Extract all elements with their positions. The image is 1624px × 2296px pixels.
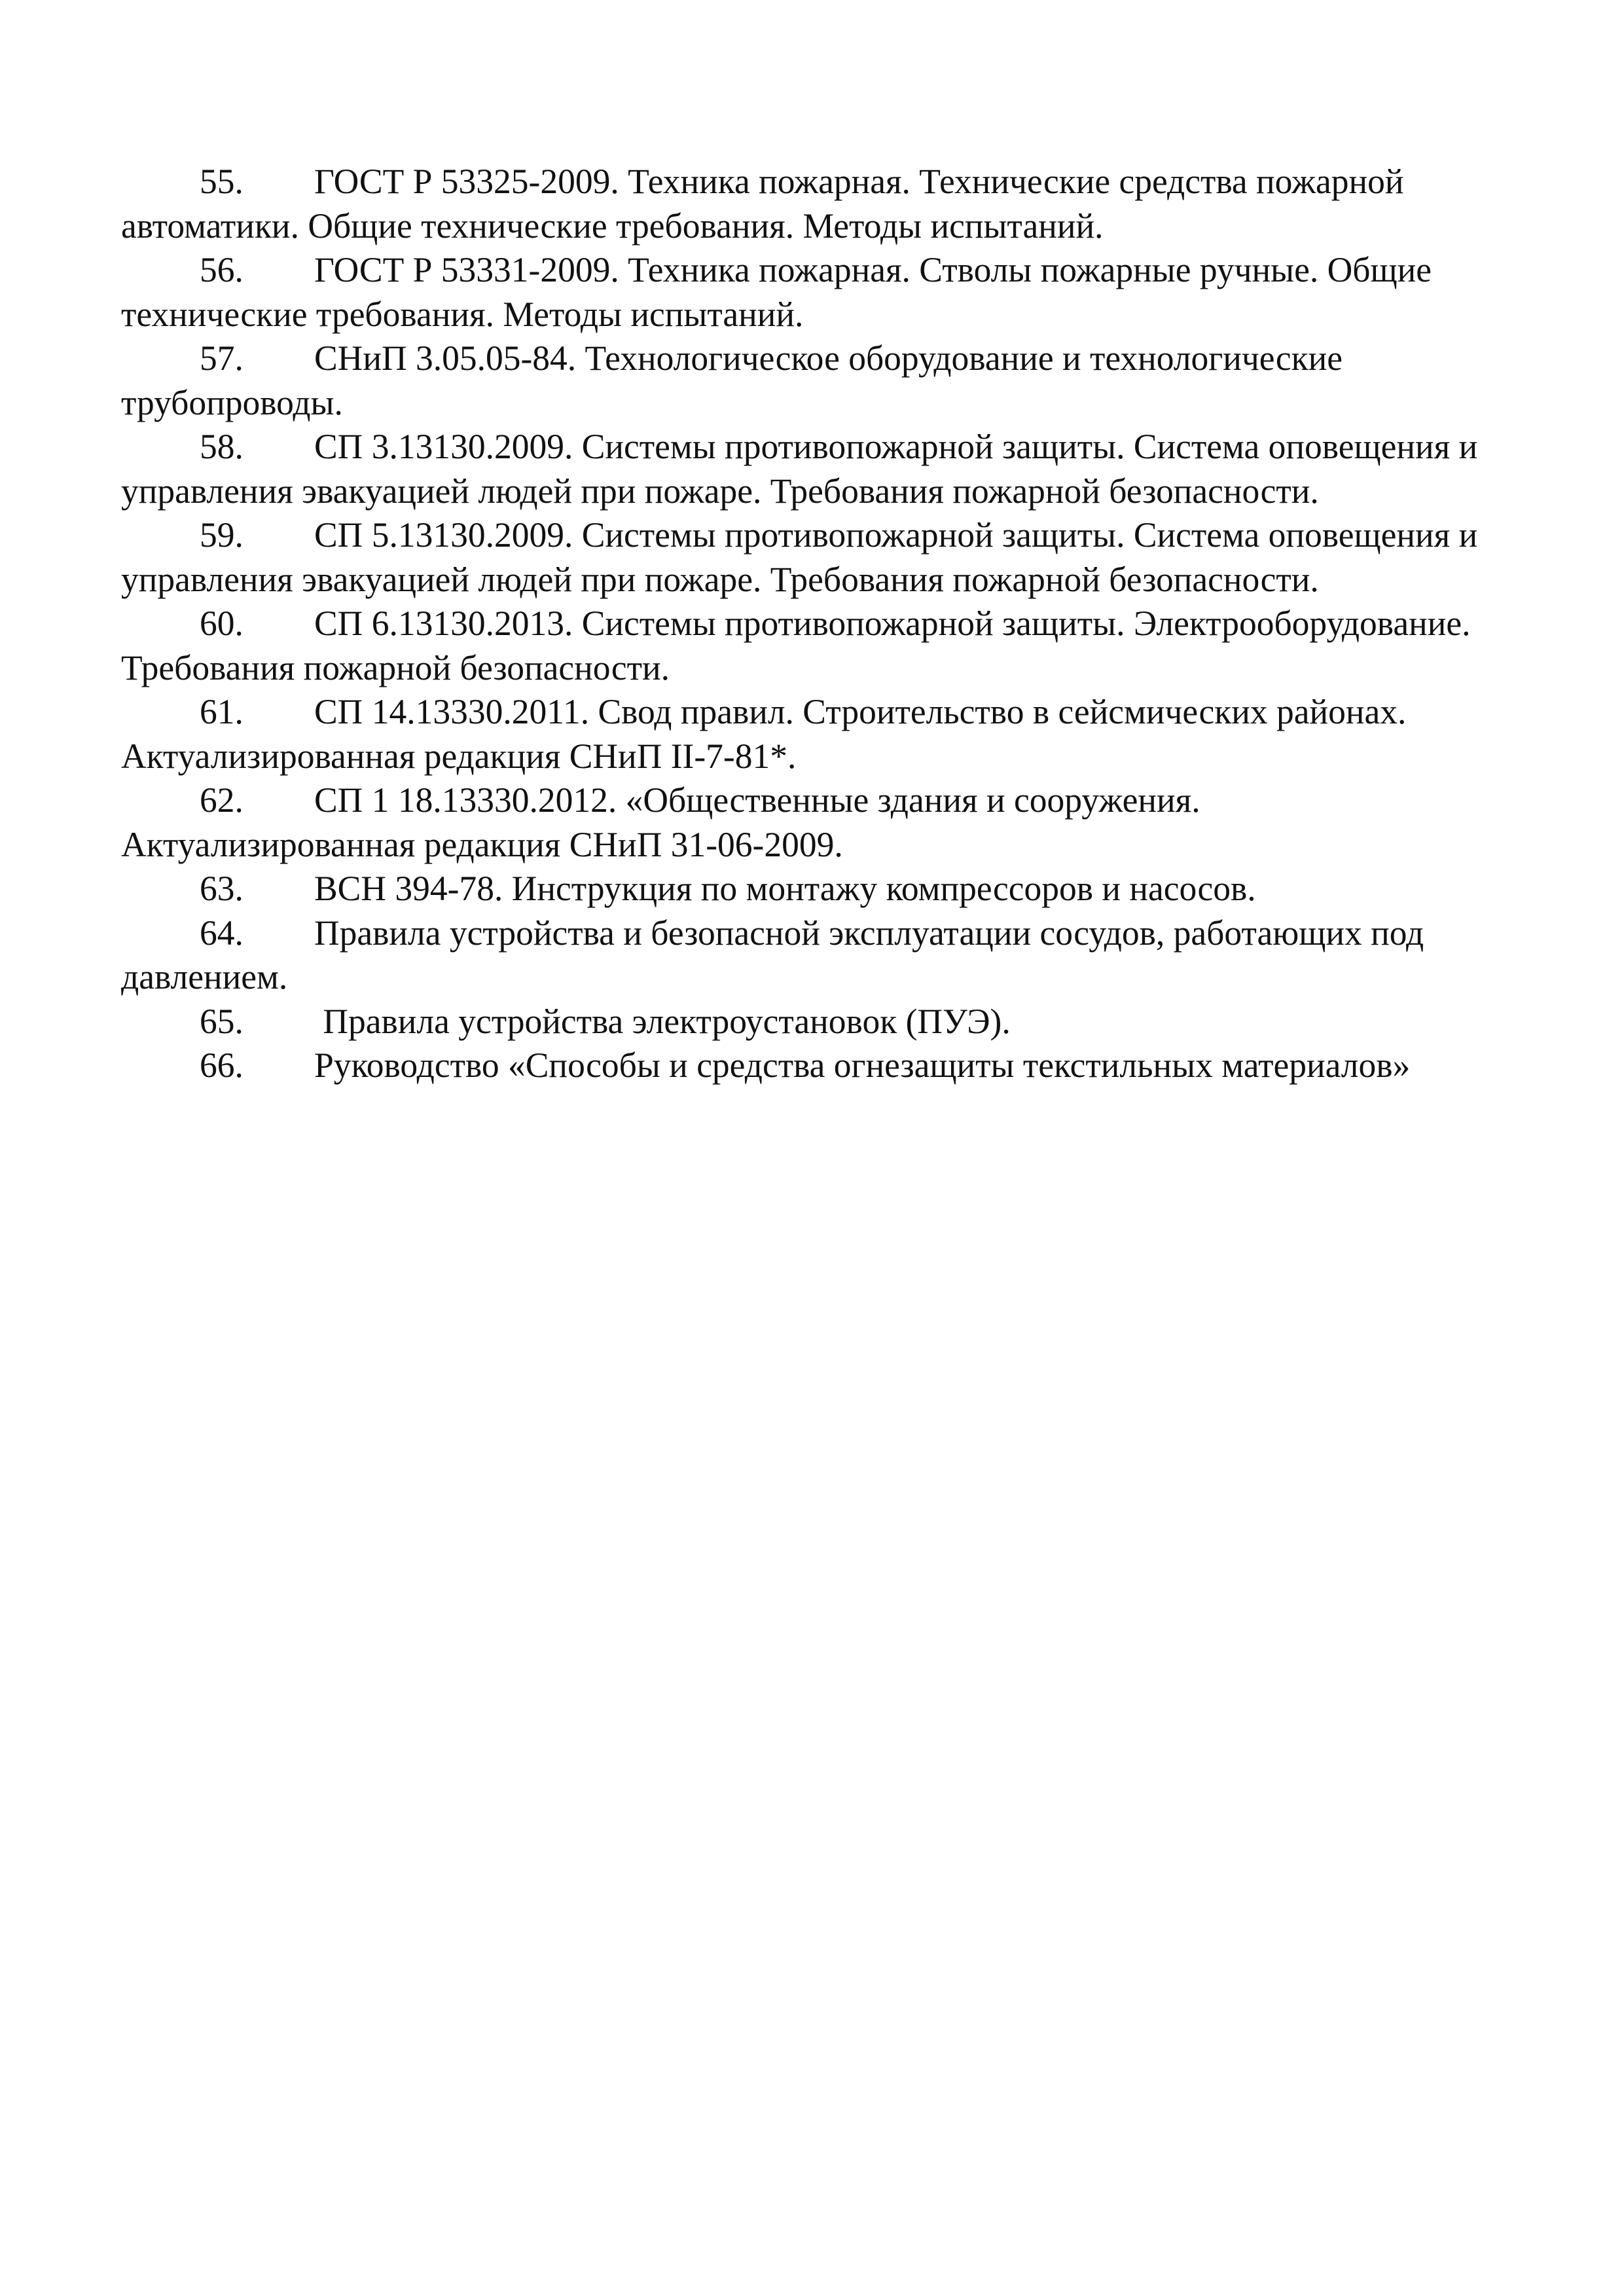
reference-item bbox=[121, 513, 1502, 602]
reference-text: ГОСТ Р 53331-2009. Техника пожарная. Стволы пожарные ручные. Общие технические требования. Методы испытаний. bbox=[121, 250, 1432, 334]
reference-text: СП 3.13130.2009. Системы противопожарной защиты. Система оповещения и управления эвакуацией людей при пожаре. Требования пожарной безопасности. bbox=[121, 427, 1478, 511]
reference-text: Руководство «Способы и средства огнезащиты текстильных материалов» bbox=[314, 1046, 1411, 1085]
reference-item bbox=[121, 248, 1502, 337]
reference-item bbox=[121, 690, 1502, 778]
reference-number: 55. bbox=[200, 162, 244, 201]
reference-item bbox=[121, 778, 1502, 867]
reference-text: СП 6.13130.2013. Системы противопожарной защиты. Электрооборудование. Требования пожарной безопасности. bbox=[121, 604, 1471, 687]
reference-number: 58. bbox=[200, 427, 244, 466]
reference-text: ГОСТ Р 53325-2009. Техника пожарная. Технические средства пожарной автоматики. Общие технические требования. Методы испытаний. bbox=[121, 162, 1404, 246]
reference-text: СП 14.13330.2011. Свод правил. Строительство в сейсмических районах. Актуализированная редакция СНиП II-7-81*. bbox=[121, 692, 1407, 776]
reference-number: 57. bbox=[200, 338, 244, 378]
reference-text: Правила устройства и безопасной эксплуатации сосудов, работающих под давлением. bbox=[121, 913, 1424, 996]
reference-text: ВСН 394-78. Инструкция по монтажу компрессоров и насосов. bbox=[314, 869, 1256, 908]
reference-text: СП 5.13130.2009. Системы противопожарной защиты. Система оповещения и управления эвакуацией людей при пожаре. Требования пожарной безопасности. bbox=[121, 515, 1478, 599]
reference-number: 59. bbox=[200, 515, 244, 555]
reference-number: 63. bbox=[200, 869, 244, 908]
reference-number: 56. bbox=[200, 250, 244, 289]
reference-item bbox=[121, 160, 1502, 248]
reference-item bbox=[121, 425, 1502, 513]
reference-list bbox=[121, 160, 1502, 1088]
reference-item bbox=[121, 867, 1502, 911]
reference-number: 61. bbox=[200, 692, 244, 731]
reference-item bbox=[121, 602, 1502, 690]
reference-item bbox=[121, 1044, 1502, 1088]
reference-item bbox=[121, 911, 1502, 1000]
reference-number: 64. bbox=[200, 913, 244, 953]
reference-text: СП 1 18.13330.2012. «Общественные здания и сооружения. Актуализированная редакция СНиП 31-06-2009. bbox=[121, 780, 1200, 864]
reference-text: Правила устройства электроустановок (ПУЭ). bbox=[314, 1001, 1011, 1041]
reference-number: 62. bbox=[200, 780, 244, 820]
reference-number: 66. bbox=[200, 1046, 244, 1085]
reference-item bbox=[121, 337, 1502, 425]
reference-item bbox=[121, 1000, 1502, 1044]
reference-number: 65. bbox=[200, 1001, 244, 1041]
reference-number: 60. bbox=[200, 604, 244, 643]
reference-text: СНиП 3.05.05-84. Технологическое оборудование и технологические трубопроводы. bbox=[121, 338, 1343, 422]
